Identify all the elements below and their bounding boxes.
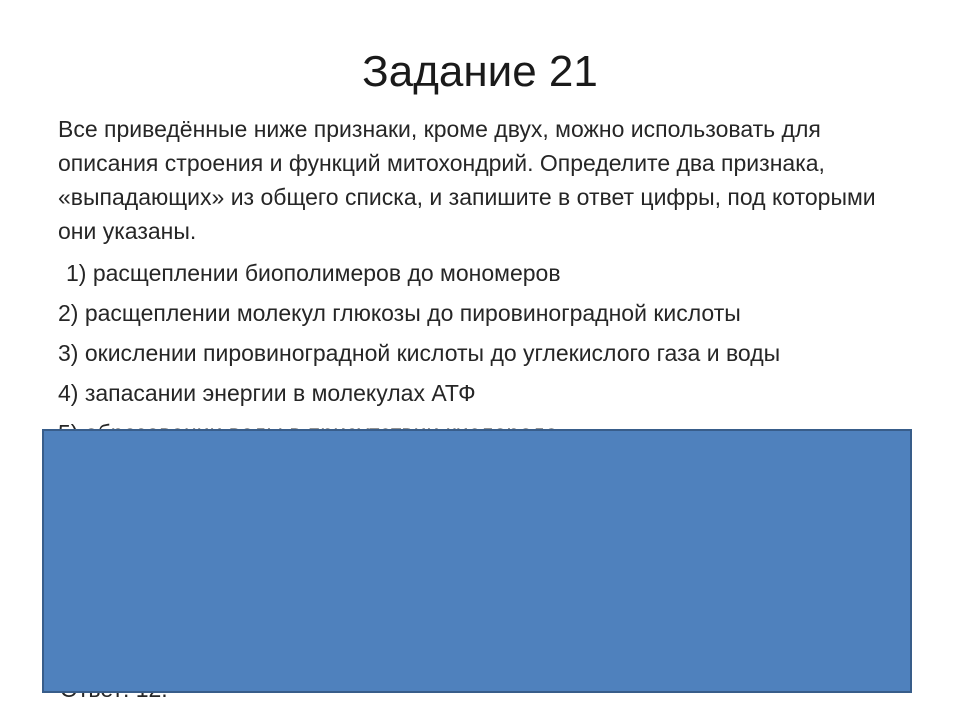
list-item-2: 2) расщеплении молекул глюкозы до пировиноградной кислоты	[58, 300, 741, 326]
answer-cover-rectangle[interactable]	[42, 429, 912, 693]
task-body	[58, 112, 918, 456]
task-intro: Все приведённые ниже признаки, кроме двух, можно использовать для описания строения и функций митохондрий. Определите два признака, «выпадающих» из общего списка, и запишите в ответ цифры, под которыми они указаны.	[58, 116, 876, 244]
slide-title: Задание 21	[362, 47, 598, 96]
list-item-1: 1) расщеплении биополимеров до мономеров	[66, 260, 561, 286]
list-item-4: 4) запасании энергии в молекулах АТФ	[58, 380, 476, 406]
list-item-3: 3) окислении пировиноградной кислоты до углекислого газа и воды	[58, 340, 781, 366]
